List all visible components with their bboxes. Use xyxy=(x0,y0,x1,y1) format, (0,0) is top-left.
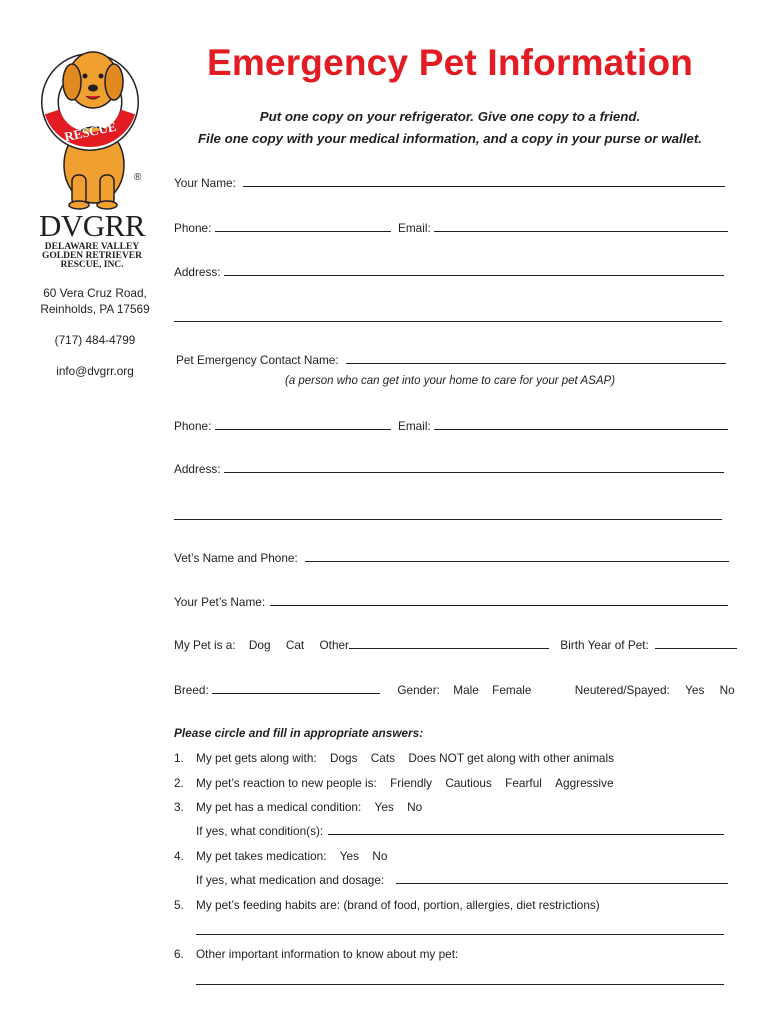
email-label: Email: xyxy=(397,221,431,235)
question-2-option-aggressive[interactable]: Aggressive xyxy=(555,776,614,790)
question-3-followup-field[interactable] xyxy=(328,825,724,835)
logo-org-line-3: RESCUE, INC. xyxy=(60,260,124,270)
breed-label: Breed: xyxy=(174,683,209,697)
question-3-content xyxy=(196,800,422,814)
logo-acronym: DVGRR xyxy=(38,208,145,243)
question-3-followup-content xyxy=(196,824,724,838)
question-2-option-friendly[interactable]: Friendly xyxy=(390,776,433,790)
question-6 xyxy=(174,947,734,963)
pet-contact-field[interactable] xyxy=(346,354,726,364)
pet-name-label: Your Pet’s Name: xyxy=(174,595,266,609)
pet-contact-label: Pet Emergency Contact Name: xyxy=(176,353,339,367)
pet-type-other-field[interactable] xyxy=(349,639,549,649)
question-2-option-fearful[interactable]: Fearful xyxy=(505,776,542,790)
question-3 xyxy=(174,800,734,816)
gender-male[interactable]: Male xyxy=(453,683,479,697)
rescue-ring-text: RESCUE xyxy=(62,118,118,145)
contact-email-field[interactable] xyxy=(434,420,728,430)
question-4-content xyxy=(196,849,387,863)
contact-address-2: Reinholds, PA 17569 xyxy=(40,302,150,316)
question-2-label: My pet’s reaction to new people is: xyxy=(196,776,377,790)
your-name-row xyxy=(174,176,725,192)
your-name-field[interactable] xyxy=(243,177,725,187)
question-1-number: 1. xyxy=(174,751,184,765)
question-3-label: My pet has a medical condition: xyxy=(196,800,362,814)
contact-address-field[interactable] xyxy=(224,463,724,473)
question-2-content xyxy=(196,776,614,790)
contact-email-label: Email: xyxy=(397,419,431,433)
question-5-number: 5. xyxy=(174,898,184,912)
question-5-field[interactable] xyxy=(196,933,724,935)
page-title: Emergency Pet Information xyxy=(206,42,694,83)
subtitle-line-2: File one copy with your medical information, and a copy in your purse or wallet. xyxy=(198,131,702,146)
question-1-content xyxy=(196,751,614,765)
your-name-label: Your Name: xyxy=(174,176,236,190)
pet-type-cat[interactable]: Cat xyxy=(285,638,305,652)
answers-heading: Please circle and fill in appropriate answers: xyxy=(174,726,424,740)
question-5 xyxy=(174,898,734,914)
question-6-label: Other important information to know about my pet: xyxy=(196,947,459,961)
address-row xyxy=(174,265,724,281)
question-1-label: My pet gets along with: xyxy=(196,751,317,765)
question-4-followup-content xyxy=(196,873,728,887)
contact-address-field-line-2[interactable] xyxy=(174,518,722,520)
gender-female[interactable]: Female xyxy=(492,683,532,697)
address-field[interactable] xyxy=(224,266,724,276)
phone-label: Phone: xyxy=(174,221,212,235)
phone-email-row xyxy=(174,221,728,237)
question-4-option-no[interactable]: No xyxy=(372,849,388,863)
birth-year-label: Birth Year of Pet: xyxy=(560,638,649,652)
address-label: Address: xyxy=(174,265,221,279)
question-4 xyxy=(174,849,734,865)
phone-field[interactable] xyxy=(215,222,391,232)
golden-retriever-rescue-icon xyxy=(38,40,148,210)
dvgrr-logo xyxy=(38,40,148,210)
registered-mark: ® xyxy=(134,172,142,183)
question-4-followup-label: If yes, what medication and dosage: xyxy=(196,873,385,887)
question-1-option-cats[interactable]: Cats xyxy=(370,751,396,765)
question-4-number: 4. xyxy=(174,849,184,863)
question-3-option-no[interactable]: No xyxy=(407,800,423,814)
breed-field[interactable] xyxy=(212,684,380,694)
question-1-option-dogs[interactable]: Dogs xyxy=(329,751,358,765)
question-3-option-yes[interactable]: Yes xyxy=(374,800,394,814)
pet-contact-note: (a person who can get into your home to care for your pet ASAP) xyxy=(284,375,616,387)
contact-address-row xyxy=(174,462,724,478)
neutered-label: Neutered/Spayed: xyxy=(574,683,670,697)
email-field[interactable] xyxy=(434,222,728,232)
question-6-field[interactable] xyxy=(196,983,724,985)
question-4-label: My pet takes medication: xyxy=(196,849,327,863)
contact-phone-label: Phone: xyxy=(174,419,212,433)
question-6-number: 6. xyxy=(174,947,184,961)
contact-address-1: 60 Vera Cruz Road, xyxy=(43,286,147,300)
logo-org-line-2: GOLDEN RETRIEVER xyxy=(41,251,143,261)
contact-phone-email-row xyxy=(174,419,728,435)
contact-phone: (717) 484-4799 xyxy=(54,333,136,347)
pet-contact-row xyxy=(174,353,726,369)
address-field-line-2[interactable] xyxy=(174,320,722,322)
question-4-followup-field[interactable] xyxy=(396,874,728,884)
pet-name-field[interactable] xyxy=(270,596,728,606)
question-1 xyxy=(174,751,734,767)
question-3-followup xyxy=(174,824,734,840)
pet-name-row xyxy=(174,595,728,611)
question-3-number: 3. xyxy=(174,800,184,814)
vet-label: Vet’s Name and Phone: xyxy=(174,551,298,565)
pet-type-dog[interactable]: Dog xyxy=(248,638,271,652)
question-5-label: My pet’s feeding habits are: (brand of food, portion, allergies, diet restrictions) xyxy=(196,898,600,912)
question-4-option-yes[interactable]: Yes xyxy=(339,849,360,863)
contact-phone-field[interactable] xyxy=(215,420,391,430)
subtitle-line-1: Put one copy on your refrigerator. Give one copy to a friend. xyxy=(259,109,641,124)
breed-row xyxy=(174,683,734,699)
neutered-no[interactable]: No xyxy=(719,683,735,697)
question-4-followup xyxy=(174,873,734,889)
gender-label: Gender: xyxy=(397,683,440,697)
question-1-option-none[interactable]: Does NOT get along with other animals xyxy=(408,751,614,765)
contact-address-label: Address: xyxy=(174,462,221,476)
contact-email: info@dvgrr.org xyxy=(56,364,134,378)
vet-row xyxy=(174,551,729,567)
question-2 xyxy=(174,776,734,792)
pet-type-row xyxy=(174,638,734,654)
neutered-yes[interactable]: Yes xyxy=(685,683,705,697)
birth-year-field[interactable] xyxy=(655,639,737,649)
pet-type-label: My Pet is a: xyxy=(174,638,236,652)
vet-field[interactable] xyxy=(305,552,729,562)
question-3-followup-label: If yes, what condition(s): xyxy=(196,824,324,838)
pet-type-other[interactable]: Other xyxy=(319,638,349,652)
question-2-number: 2. xyxy=(174,776,184,790)
logo-org-line-1: DELAWARE VALLEY xyxy=(44,242,140,252)
question-2-option-cautious[interactable]: Cautious xyxy=(445,776,492,790)
